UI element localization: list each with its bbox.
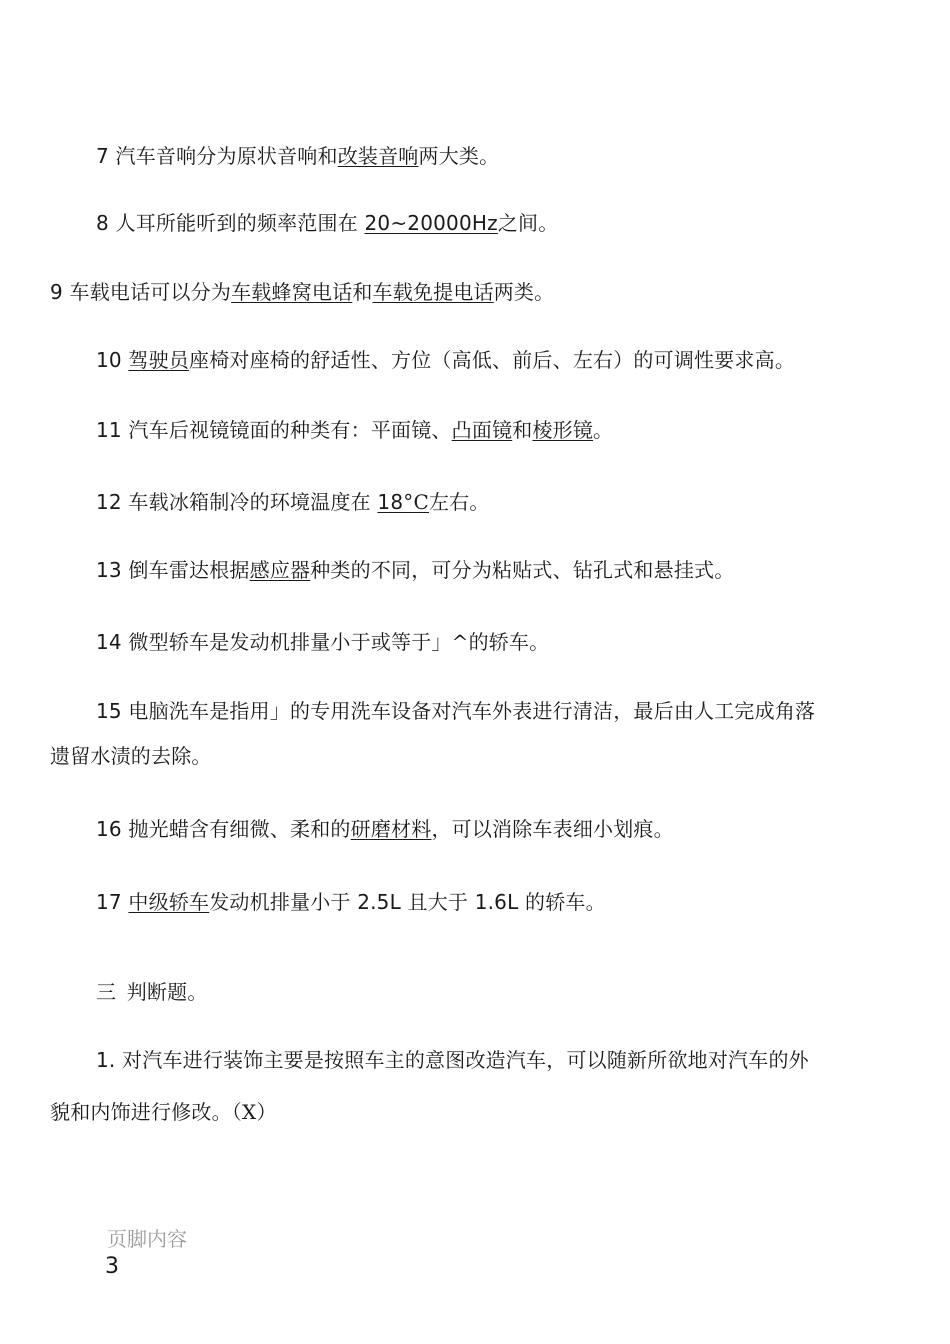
- item-text: ，可以消除车表细小划痕。: [431, 817, 674, 841]
- item-text: 种类的不同，可分为粘贴式、钻孔式和悬挂式。: [310, 558, 735, 582]
- item-number: 10: [96, 348, 122, 372]
- answer-blank: 18°C: [377, 490, 429, 514]
- item-text: 和: [352, 280, 373, 304]
- answer-blank: 研磨材料: [350, 817, 432, 841]
- item-number: 7: [96, 144, 109, 168]
- fill-blank-item-10: [96, 346, 795, 374]
- section-title: 判断题。: [126, 980, 208, 1004]
- fill-blank-item-15: [96, 697, 815, 725]
- answer-blank: 车载免提电话: [372, 280, 494, 304]
- fill-blank-item-14: [96, 628, 549, 656]
- item-text: 貌和内饰进行修改。（X）: [50, 1100, 277, 1124]
- answer-blank: 凸面镜: [451, 418, 513, 442]
- section-number: 三: [96, 980, 117, 1004]
- fill-blank-item-8: [96, 209, 558, 237]
- answer-blank: 棱形镜: [532, 418, 594, 442]
- item-text: 。: [593, 418, 614, 442]
- item-text: 车载电话可以分为: [69, 280, 232, 304]
- answer-blank: 感应器: [249, 558, 311, 582]
- item-number: 8: [96, 211, 109, 235]
- item-text: 电脑洗车是指用」的专用洗车设备对汽车外表进行清洁，最后由人工完成角落: [128, 699, 816, 723]
- fill-blank-item-13: [96, 556, 734, 584]
- answer-blank: 20~20000Hz: [364, 211, 498, 235]
- fill-blank-item-16: [96, 815, 674, 843]
- item-text: 汽车音响分为原状音响和: [115, 144, 338, 168]
- item-text: 的轿车。: [525, 890, 606, 914]
- item-value: 2.5L: [357, 890, 401, 914]
- page-number: 3: [105, 1254, 119, 1279]
- fill-blank-item-12: [96, 488, 490, 516]
- item-text: 倒车雷达根据: [128, 558, 250, 582]
- item-text: 两大类。: [418, 144, 500, 168]
- item-text: 左右。: [428, 490, 490, 514]
- item-text: 和: [512, 418, 533, 442]
- fill-blank-item-15-continued: [50, 742, 212, 770]
- footer-label: 页脚内容: [107, 1227, 187, 1251]
- judgement-item-1: [96, 1046, 809, 1074]
- answer-blank: 车载蜂窝电话: [231, 280, 353, 304]
- fill-blank-item-17: [96, 888, 606, 916]
- answer-blank: 驾驶员: [128, 348, 190, 372]
- item-text: 之间。: [497, 211, 559, 235]
- item-number: 17: [96, 890, 122, 914]
- fill-blank-item-9: [50, 278, 554, 306]
- item-text: 遗留水渍的去除。: [50, 744, 212, 768]
- item-number: 12: [96, 490, 122, 514]
- item-number: 1.: [96, 1048, 116, 1072]
- item-text: 抛光蜡含有细微、柔和的: [128, 817, 351, 841]
- item-text: 对汽车进行装饰主要是按照车主的意图改造汽车，可以随新所欲地对汽车的外: [122, 1048, 809, 1072]
- item-text: 微型轿车是发动机排量小于或等于」^的轿车。: [128, 630, 550, 654]
- item-text: 汽车后视镜镜面的种类有：平面镜、: [128, 418, 452, 442]
- item-number: 15: [96, 699, 122, 723]
- answer-blank: 改装音响: [337, 144, 419, 168]
- section-heading: [96, 978, 208, 1006]
- item-number: 13: [96, 558, 122, 582]
- item-number: 16: [96, 817, 122, 841]
- item-value: 1.6L: [474, 890, 519, 914]
- item-text: 车载冰箱制冷的环境温度在: [128, 490, 371, 514]
- item-number: 11: [96, 418, 122, 442]
- item-text: 两类。: [493, 280, 555, 304]
- judgement-item-1-continued: [50, 1098, 277, 1126]
- item-text: 人耳所能听到的频率范围在: [115, 211, 358, 235]
- fill-blank-item-11: [96, 416, 613, 444]
- item-text: 座椅对座椅的舒适性、方位（高低、前后、左右）的可调性要求高。: [189, 348, 796, 372]
- item-number: 9: [50, 280, 63, 304]
- item-text: 且大于: [407, 890, 469, 914]
- item-number: 14: [96, 630, 122, 654]
- answer-blank: 中级轿车: [128, 890, 210, 914]
- item-text: 发动机排量小于: [209, 890, 351, 914]
- fill-blank-item-7: [96, 142, 499, 170]
